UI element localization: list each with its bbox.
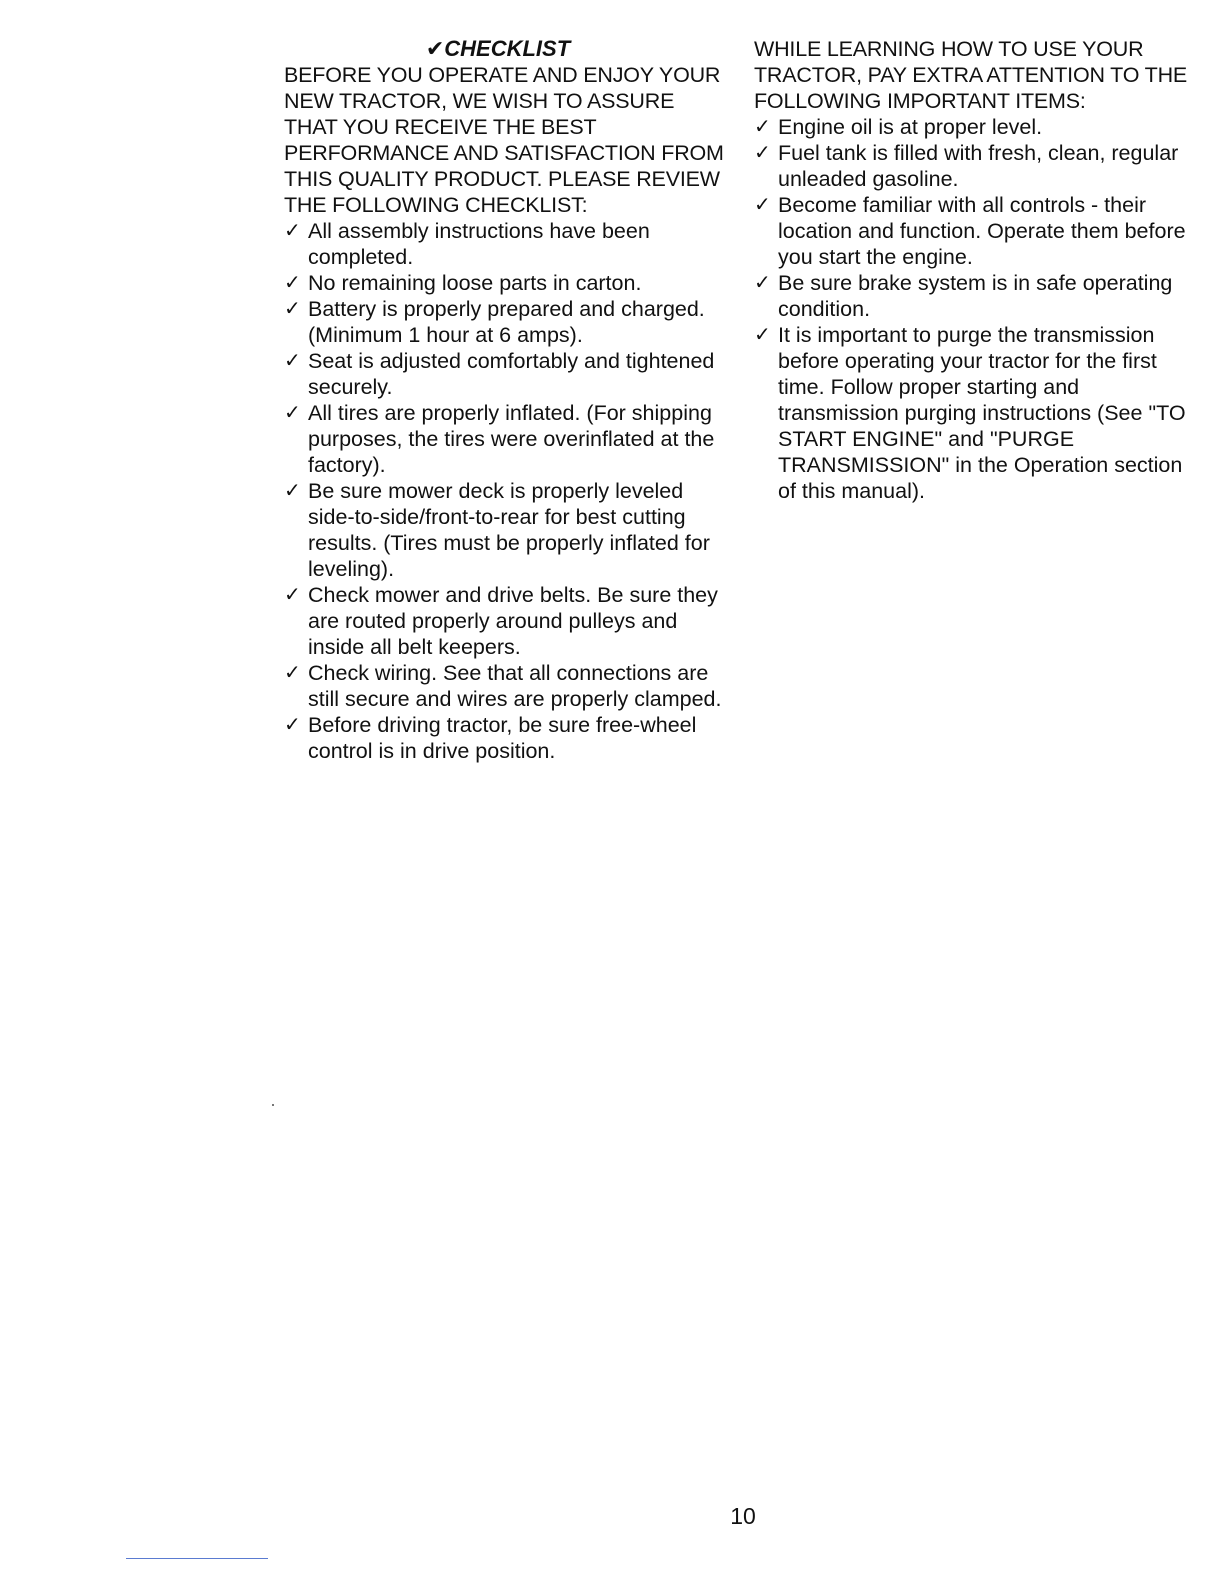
- checkmark-icon: ✓: [284, 402, 301, 424]
- checklist-item: [284, 270, 732, 296]
- checklist-item-text: Battery is properly prepared and charged. (Minimum 1 hour at 6 amps).: [308, 297, 705, 347]
- checklist-item-text: All tires are properly inflated. (For shipping purposes, the tires were overinflated at the factory).: [308, 401, 715, 477]
- learning-item: [754, 322, 1194, 504]
- learning-item: [754, 270, 1194, 322]
- checklist-item-text: No remaining loose parts in carton.: [308, 271, 642, 295]
- checklist-item: [284, 478, 732, 582]
- checkmark-icon: ✓: [754, 116, 771, 138]
- checklist-item-text: Seat is adjusted comfortably and tightened securely.: [308, 349, 715, 399]
- checkmark-icon: ✓: [284, 714, 301, 736]
- learning-item-text: Fuel tank is filled with fresh, clean, regular unleaded gasoline.: [778, 141, 1179, 191]
- checklist-section: [284, 36, 732, 764]
- checklist-item: [284, 400, 732, 478]
- learning-item: [754, 114, 1194, 140]
- checkmark-icon: ✓: [284, 480, 301, 502]
- checklist-item: [284, 218, 732, 270]
- checkmark-icon: ✓: [754, 272, 771, 294]
- checklist-item-text: Check mower and drive belts. Be sure they are routed properly around pulleys and inside all belt keepers.: [308, 583, 718, 659]
- checkmark-icon: ✓: [284, 298, 301, 320]
- checkmark-icon: ✓: [284, 272, 301, 294]
- learning-section: [754, 36, 1194, 504]
- page-number: 10: [730, 1503, 756, 1529]
- checklist-item: [284, 712, 732, 764]
- checklist-item: [284, 348, 732, 400]
- checklist-item-text: Be sure mower deck is properly leveled side-to-side/front-to-rear for best cutting results. (Tires must be properly inflated for leveling).: [308, 479, 710, 581]
- checkmark-icon: ✓: [284, 584, 301, 606]
- checklist-item-text: Before driving tractor, be sure free-wheel control is in drive position.: [308, 713, 697, 763]
- learning-item-text: Be sure brake system is in safe operating condition.: [778, 271, 1173, 321]
- checklist-items: [284, 218, 732, 764]
- learning-item-text: It is important to purge the transmission before operating your tractor for the first time. Follow proper starting and transmission purging instructions (See "TO START ENGINE" and "PURGE TRANSMISSION" in the Operation section of this manual).: [778, 323, 1186, 503]
- learning-item: [754, 140, 1194, 192]
- learning-items: [754, 114, 1194, 504]
- learning-item-text: Become familiar with all controls - their location and function. Operate them before you start the engine.: [778, 193, 1186, 269]
- checklist-item: [284, 660, 732, 712]
- checklist-intro: BEFORE YOU OPERATE AND ENJOY YOUR NEW TRACTOR, WE WISH TO ASSURE THAT YOU RECEIVE THE BEST PERFORMANCE AND SATISFACTION FROM THIS QUALITY PRODUCT. PLEASE REVIEW THE FOLLOWING CHECKLIST:: [284, 63, 724, 217]
- scan-speck: [272, 1104, 274, 1106]
- checklist-item: [284, 582, 732, 660]
- checklist-heading: [284, 36, 732, 62]
- checkmark-icon: ✓: [284, 220, 301, 242]
- learning-item: [754, 192, 1194, 270]
- checkmark-icon: ✓: [754, 194, 771, 216]
- checkmark-icon: ✓: [284, 350, 301, 372]
- checkmark-icon: ✔: [425, 36, 445, 61]
- checklist-item: [284, 296, 732, 348]
- checklist-item-text: Check wiring. See that all connections are still secure and wires are properly clamped.: [308, 661, 722, 711]
- checkmark-icon: ✓: [284, 662, 301, 684]
- learning-item-text: Engine oil is at proper level.: [778, 115, 1043, 139]
- learning-intro: WHILE LEARNING HOW TO USE YOUR TRACTOR, PAY EXTRA ATTENTION TO THE FOLLOWING IMPORTANT ITEMS:: [754, 37, 1188, 113]
- bottom-rule-divider: [126, 1558, 268, 1559]
- checkmark-icon: ✓: [754, 142, 771, 164]
- checkmark-icon: ✓: [754, 324, 771, 346]
- checklist-item-text: All assembly instructions have been completed.: [308, 219, 650, 269]
- checklist-heading-text: CHECKLIST: [444, 36, 571, 61]
